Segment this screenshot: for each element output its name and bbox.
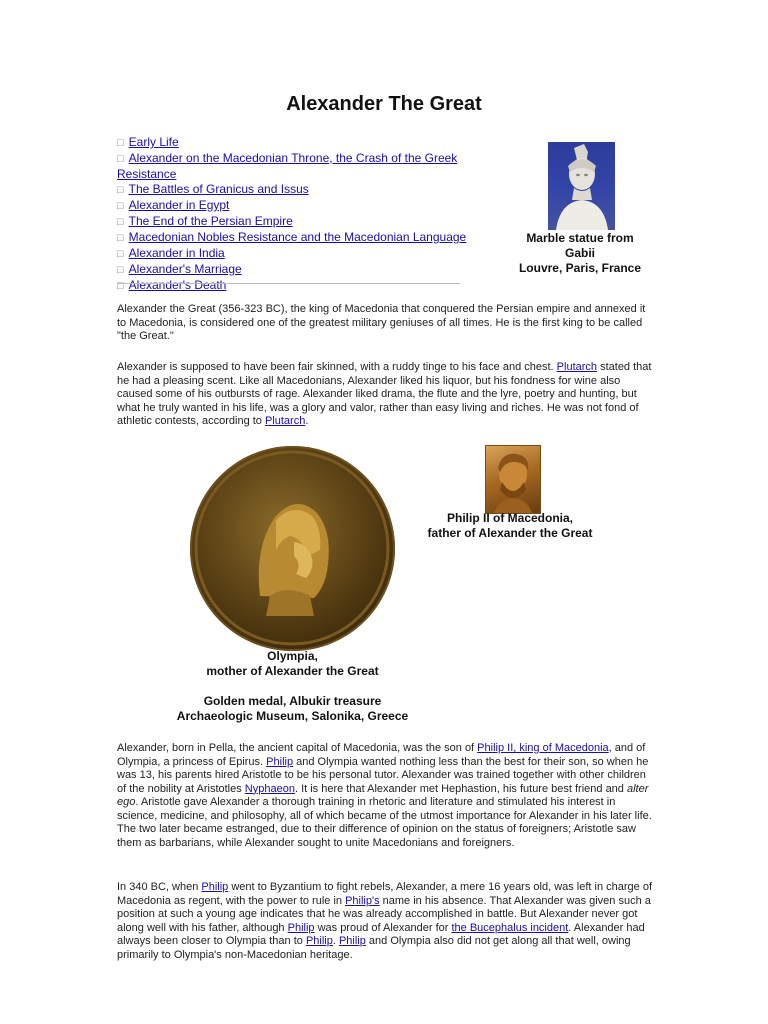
toc-link-india[interactable]: Alexander in India (128, 246, 225, 260)
medal-caption-line: Golden medal, Albukir treasure (203, 694, 382, 708)
text-span: and Olympia also did not get along all that well, owing primarily to Olympia's non-Macedonian heritage. (117, 935, 631, 961)
text-span: , and of Olympia, a princess of Epirus. (117, 742, 646, 768)
text-span: and Olympia wanted nothing less than the best for their son, so when he was 13, his parents hired Aristotle to be his personal tutor. Alexander was trained together with other children of the nobility at Aristotles (117, 755, 649, 795)
bullet-icon: □ (117, 280, 124, 292)
page-title: Alexander The Great (286, 93, 482, 115)
text-span: name in his absence. That Alexander was given such a position at such a young age indicates that he was already accomplished in battle. But Alexander never got along well with his father, although (117, 894, 651, 934)
toc-item-battles (117, 182, 497, 198)
link-philip[interactable]: Philip (266, 755, 294, 768)
text-span: . Alexander had always been closer to Olympia than to (117, 921, 645, 947)
text-span: went to Byzantium to fight rebels, Alexander, a mere 16 years old, was left in charge of Macedonia as regent, with the power to rule in (117, 881, 653, 907)
toc-link-battles[interactable]: The Battles of Granicus and Issus (128, 182, 309, 196)
toc-item-egypt (117, 198, 497, 214)
statue-caption-line: Gabii (564, 246, 595, 260)
toc-link-throne[interactable]: Alexander on the Macedonian Throne, the Crash of the Greek Resistance (117, 151, 458, 181)
paragraph-appearance (117, 361, 657, 429)
bullet-icon: □ (117, 248, 124, 260)
text-span: was proud of Alexander for (314, 921, 452, 934)
text-span: . (332, 935, 339, 947)
paragraph-intro: Alexander the Great (356-323 BC), the king of Macedonia that conquered the Persian empire and annexed it to Macedonia, is considered one of the greatest military geniuses of all times. He is the first king to be called "the Great." (117, 303, 646, 342)
toc-link-early-life[interactable]: Early Life (128, 135, 179, 149)
toc-item-early-life (117, 135, 497, 151)
bullet-icon: □ (117, 184, 124, 196)
link-philip[interactable]: Philip (305, 935, 333, 947)
toc-item-throne (117, 151, 497, 182)
medal-caption-line: Olympia, (267, 649, 318, 663)
toc-item-nobles (117, 230, 497, 246)
medal-caption-line: Archaeologic Museum, Salonika, Greece (176, 709, 409, 723)
medal-caption (150, 649, 435, 724)
text-span: stated that he had a pleasing scent. Like all Macedonians, Alexander liked his liquor, but his fondness for wine also caused some of his outbursts of rage. Alexander liked drama, the flute and the lyre, poetry and hunting, but what he truly wanted in his life, was a glory and valor, rather than easy living and riches. He was not fond of athletic contests, according to (117, 361, 652, 427)
bullet-icon: □ (117, 137, 124, 149)
table-of-contents (117, 135, 497, 294)
text-span: Alexander is supposed to have been fair skinned, with a ruddy tinge to his face and chest. (117, 361, 557, 373)
philip-caption-line: Philip II of Macedonia, (446, 511, 573, 525)
text-span: In 340 BC, when (117, 881, 202, 893)
link-bucephalus-incident[interactable]: the Bucephalus incident (451, 921, 569, 934)
philip-caption-line: father of Alexander the Great (427, 526, 593, 540)
link-plutarch[interactable]: Plutarch (556, 361, 598, 373)
philip-caption (410, 511, 610, 541)
toc-link-egypt[interactable]: Alexander in Egypt (128, 198, 230, 212)
toc-link-nobles[interactable]: Macedonian Nobles Resistance and the Macedonian Language (128, 230, 467, 244)
toc-divider (117, 283, 460, 284)
link-plutarch-2[interactable]: Plutarch (264, 415, 306, 427)
bullet-icon: □ (117, 153, 124, 165)
paragraph-education (117, 742, 657, 850)
statue-caption (505, 231, 655, 276)
toc-item-persian-empire (117, 214, 497, 230)
text-span: Alexander, born in Pella, the ancient capital of Macedonia, was the son of (117, 742, 478, 754)
toc-item-india (117, 246, 497, 262)
statue-caption-line: Marble statue from (526, 231, 634, 245)
emphasis-alter-ego: alter ego (117, 782, 649, 808)
link-philip-ii[interactable]: Philip II, king of Macedonia (477, 742, 609, 754)
link-philip[interactable]: Philip (201, 881, 229, 893)
toc-link-persian-empire[interactable]: The End of the Persian Empire (128, 214, 293, 228)
statue-image (548, 142, 615, 230)
link-philips[interactable]: Philip's (345, 894, 380, 907)
link-philip[interactable]: Philip (287, 921, 315, 934)
toc-link-marriage[interactable]: Alexander's Marriage (128, 262, 242, 276)
toc-item-marriage (117, 262, 497, 278)
text-span: . (305, 415, 309, 427)
bullet-icon: □ (117, 232, 124, 244)
bullet-icon: □ (117, 200, 124, 212)
medal-caption-line: mother of Alexander the Great (206, 664, 379, 678)
toc-item-death (117, 278, 497, 294)
paragraph-regent (117, 881, 657, 962)
toc-link-death[interactable]: Alexander's Death (128, 278, 227, 292)
golden-medal-image (190, 446, 395, 651)
link-nyphaeon[interactable]: Nyphaeon (244, 782, 295, 795)
link-philip[interactable]: Philip (338, 935, 366, 947)
text-span: . Aristotle gave Alexander a thorough training in rhetoric and literature and stimulated his interest in science, medicine, and philosophy, all of which became of the utmost importance for Alexander in his later life. The two later became estranged, due to their difference of opinion on the status of foreigners; Aristotle saw them as barbarians, while Alexander sought to unite Macedonians and foreigners. (117, 796, 652, 849)
philip-ii-coin-image (485, 445, 541, 514)
statue-caption-line: Louvre, Paris, France (518, 261, 642, 275)
text-span: . It is here that Alexander met Hephastion, his future best friend and (294, 782, 627, 795)
bullet-icon: □ (117, 264, 124, 276)
bullet-icon: □ (117, 216, 124, 228)
